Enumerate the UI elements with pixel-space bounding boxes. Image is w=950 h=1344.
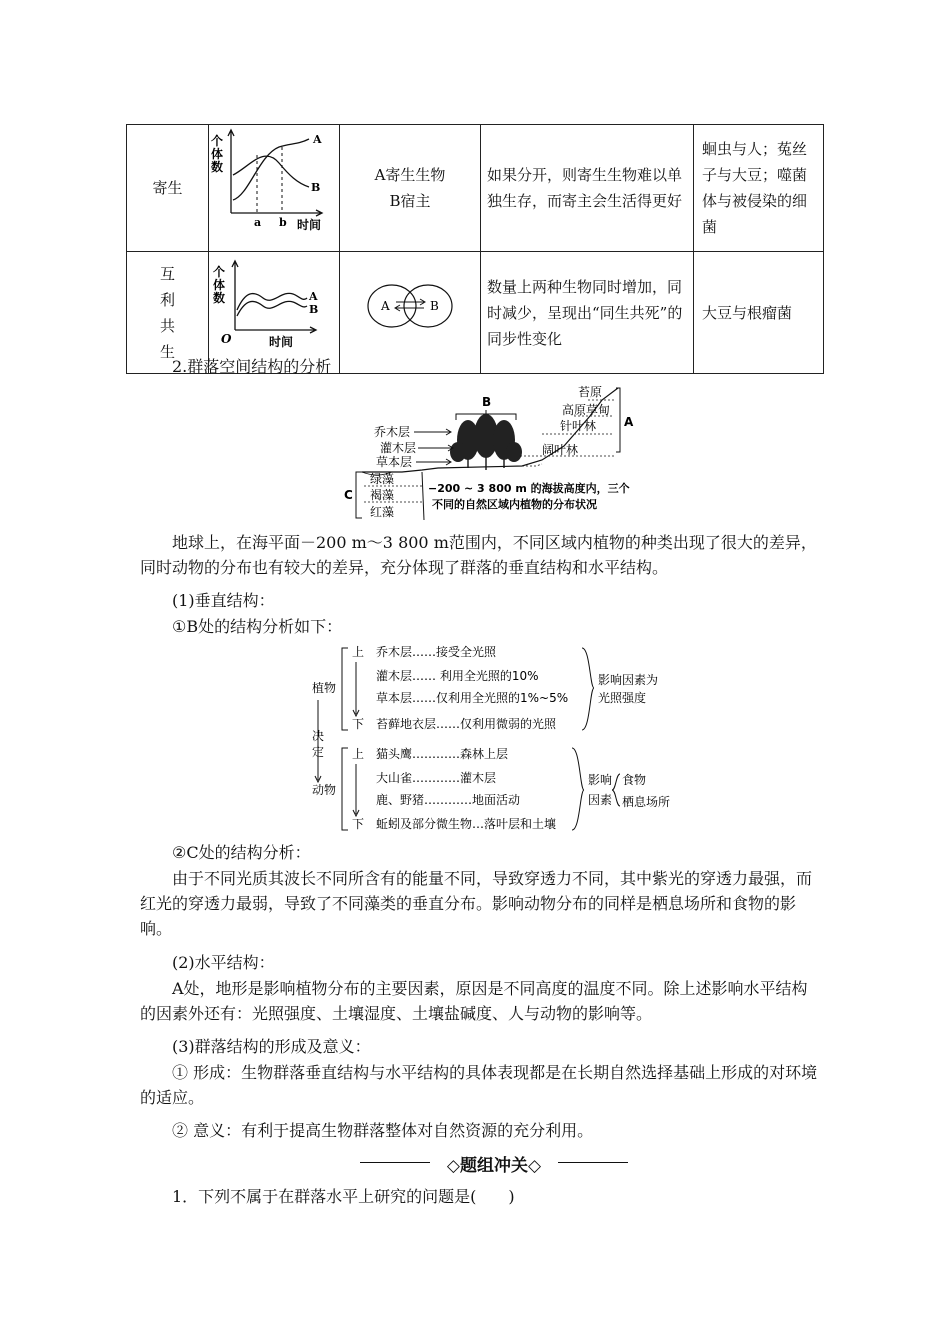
animal-layer: 猫头鹰…………森林上层: [376, 747, 509, 761]
curve-b-label: B: [309, 303, 319, 316]
decide-label: 定: [312, 745, 325, 759]
paragraph: ② 意义：有利于提高生物群落整体对自然资源的充分利用。: [172, 1121, 594, 1140]
animal-label: 动物: [312, 783, 337, 797]
diamond-icon: ◇: [446, 1156, 460, 1176]
animal-layer: 鹿、野猪…………地面活动: [376, 793, 521, 807]
mountain-distribution-figure: [342, 380, 642, 522]
graph-ylabel: 数: [211, 160, 224, 174]
table-row: [127, 125, 824, 252]
factor-habitat: 栖息场所: [622, 795, 671, 809]
curve-b: [233, 156, 309, 187]
zone-label: 高原草甸: [562, 403, 611, 417]
desc-cell: [481, 252, 694, 374]
curve-a-label: A: [313, 133, 322, 146]
animal-factor: 因素: [588, 793, 613, 807]
curve-a: [233, 139, 309, 200]
subsection-title: (3)群落结构的形成及意义：: [172, 1037, 371, 1056]
animal-layer: 蚯蚓及部分微生物…落叶层和土壤: [376, 817, 557, 831]
curve-b: [237, 301, 307, 316]
subsection-title: ②C处的结构分析：: [172, 843, 311, 862]
mutualism-diagram: [340, 252, 480, 365]
subsection-title: (2)水平结构：: [172, 953, 275, 972]
paragraph: A处，地形是影响植物分布的主要因素，原因是不同高度的温度不同。除上述影响水平结构的因素外还有：光照强度、土壤湿度、土壤盐碱度、人与动物的影响等。: [140, 979, 808, 1023]
layer-label: 灌木层: [380, 441, 417, 455]
graph-ylabel: 数: [213, 291, 226, 305]
relationship-table: [126, 124, 824, 374]
relation-example: 大豆与根瘤菌: [702, 303, 793, 322]
graph-ylabel: 体: [213, 278, 226, 292]
paragraph: 由于不同光质其波长不同所含有的能量不同，导致穿透力不同，其中紫光的穿透力最强，而红光的穿透力最弱，导致了不同藻类的垂直分布。影响动物分布的同样是栖息场所和食物的影响。: [140, 869, 813, 938]
relation-name-char: 利: [159, 290, 175, 309]
banner: [430, 1151, 558, 1176]
desc-cell: [481, 125, 694, 252]
node-b: B: [430, 299, 439, 313]
node-a: A: [381, 299, 390, 313]
decide-label: 决: [312, 729, 325, 743]
label-c: C: [344, 488, 353, 502]
section-title: 2.群落空间结构的分析: [172, 357, 332, 376]
algae-label: 绿藻: [370, 472, 395, 486]
relation-name-char: 共: [159, 316, 175, 335]
banner-title: 题组冲关: [460, 1156, 528, 1176]
graph-ylabel: 体: [211, 147, 224, 161]
plant-layer: 苔藓地衣层……仅利用微弱的光照: [376, 717, 557, 731]
plant-layer: 乔木层……接受全光照: [376, 645, 497, 659]
relation-name-char: 生: [159, 342, 175, 361]
graph-ylabel: 个: [211, 134, 224, 148]
relation-name-cell: [127, 125, 209, 252]
parasitism-graph-cell: [209, 125, 340, 252]
up-label: 上: [352, 747, 365, 761]
stratification-figure: [310, 640, 690, 836]
parasitism-graph: [209, 125, 339, 243]
zone-label: 阔叶林: [542, 443, 579, 457]
question: 1．下列不属于在群落水平上研究的问题是( ): [172, 1187, 515, 1206]
banner-line-right: [558, 1162, 628, 1163]
relation-name-char: 互: [159, 264, 175, 283]
graph-xlabel: 时间: [269, 335, 294, 349]
algae-label: 红藻: [370, 505, 395, 519]
example-cell: [694, 125, 824, 252]
down-label: 下: [352, 717, 365, 731]
zone-label: 苔原: [578, 385, 603, 399]
plant-layer: 灌木层…… 利用全光照的10%: [376, 669, 539, 683]
curve-a-label: A: [309, 290, 318, 303]
relation-example: 蛔虫与人；菟丝子与大豆；噬菌体与被侵染的细菌: [702, 140, 808, 236]
example-cell: [694, 252, 824, 374]
plant-label: 植物: [312, 681, 337, 695]
relation-desc: 数量上两种生物同时增加，同时减少，呈现出“同生共死”的同步性变化: [487, 277, 683, 348]
diamond-icon: ◇: [528, 1156, 542, 1176]
relation-name: 寄生: [152, 179, 183, 197]
factor-food: 食物: [622, 773, 647, 787]
graph-origin: O: [221, 332, 232, 346]
subsection-title: ①B处的结构分析如下：: [172, 617, 343, 636]
subsection-title: (1)垂直结构：: [172, 591, 275, 610]
paragraph: 地球上，在海平面－200 m～3 800 m范围内，不同区域内植物的种类出现了很大的差异，同时动物的分布也有较大的差异，充分体现了群落的垂直结构和水平结构。: [140, 533, 817, 577]
graph-xlabel: 时间: [297, 218, 322, 232]
animal-factor: 影响: [588, 773, 613, 787]
relation-line-1: A寄生生物: [374, 166, 446, 184]
relation-cell: [340, 252, 481, 374]
down-label: 下: [352, 817, 365, 831]
mutualism-graph: [209, 252, 339, 365]
paragraph: ① 形成：生物群落垂直结构与水平结构的具体表现都是在长期自然选择基础上形成的对环境的适应。: [140, 1063, 818, 1107]
figure-caption: 不同的自然区域内植物的分布状况: [432, 498, 597, 511]
figure-caption: −200 ~ 3 800 m 的海拔高度内，三个: [428, 482, 630, 495]
label-a: A: [624, 415, 634, 429]
relation-desc: 如果分开，则寄生生物难以单独生存，而寄主会生活得更好: [487, 166, 683, 210]
algae-label: 褐藻: [370, 488, 395, 502]
label-b: B: [482, 395, 492, 409]
curve-b-label: B: [311, 181, 321, 194]
relation-line-2: B宿主: [389, 192, 431, 210]
plant-layer: 草本层……仅利用全光照的1%~5%: [376, 691, 569, 705]
mark-a: a: [254, 216, 262, 229]
up-label: 上: [352, 645, 365, 659]
plant-factor: 光照强度: [598, 691, 647, 705]
animal-layer: 大山雀…………灌木层: [376, 771, 497, 785]
banner-line-left: [360, 1162, 430, 1163]
plant-factor: 影响因素为: [598, 673, 659, 687]
zone-label: 针叶林: [560, 419, 597, 433]
layer-label: 乔木层: [374, 425, 411, 439]
mark-b: b: [279, 216, 287, 229]
graph-ylabel: 个: [213, 265, 226, 279]
relation-cell: [340, 125, 481, 252]
layer-label: 草本层: [376, 455, 413, 469]
